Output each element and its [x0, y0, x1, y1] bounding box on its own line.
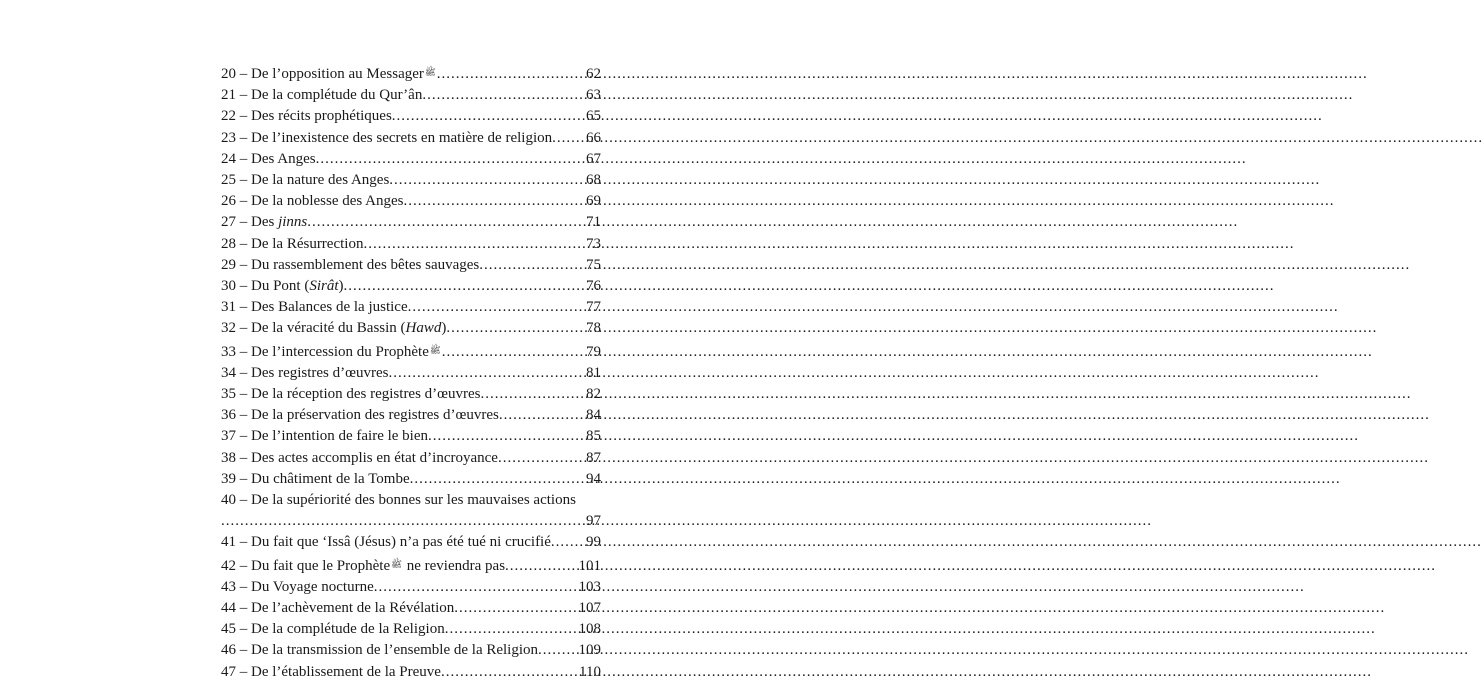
- table-of-contents: [221, 62, 601, 683]
- entry-dash: –: [236, 214, 251, 231]
- entry-title-text: Des registres d’œuvres: [251, 364, 389, 381]
- entry-title: [251, 276, 344, 297]
- entry-title-text: Des récits prophétiques: [251, 108, 392, 125]
- toc-entry: [221, 340, 601, 363]
- toc-entry: [221, 384, 601, 405]
- entry-number: 46: [221, 642, 236, 659]
- entry-dash: –: [236, 492, 251, 509]
- entry-dash: –: [236, 578, 251, 595]
- entry-title: [251, 128, 552, 149]
- entry-title: [251, 490, 576, 511]
- entry-title: [251, 662, 441, 683]
- toc-entry: [221, 532, 601, 553]
- leader-dots: [392, 106, 584, 127]
- entry-number: 38: [221, 449, 236, 466]
- toc-entry: [221, 149, 601, 170]
- entry-number: 31: [221, 299, 236, 316]
- entry-dash: –: [236, 150, 251, 167]
- toc-entry: [221, 448, 601, 469]
- toc-entry: [221, 297, 601, 318]
- toc-entry: [221, 554, 601, 577]
- entry-title-text-end: ): [441, 320, 447, 337]
- entry-title: [251, 85, 422, 106]
- entry-title: [251, 577, 374, 598]
- leader-dots: [403, 191, 584, 212]
- page-number: 108: [578, 621, 601, 638]
- entry-number: 39: [221, 470, 236, 487]
- salawat-symbol-icon: ﷺ: [429, 344, 441, 355]
- entry-dash: –: [236, 129, 251, 146]
- entry-title: [251, 532, 551, 553]
- entry-dash: –: [236, 172, 251, 189]
- leader-dots: [307, 212, 584, 233]
- page-number: 85: [586, 428, 601, 445]
- page-number: 110: [579, 663, 601, 680]
- entry-title-text: Du Pont (: [251, 278, 310, 295]
- entry-number: 26: [221, 193, 236, 210]
- entry-title: [251, 255, 479, 276]
- leader-dots: [428, 426, 584, 447]
- entry-title-italic: Hawd: [405, 320, 442, 337]
- page-number: 69: [586, 193, 601, 210]
- page-number: 81: [586, 364, 601, 381]
- leader-dots: [442, 342, 584, 363]
- entry-dash: –: [236, 66, 251, 82]
- salawat-symbol-icon: ﷺ: [424, 67, 436, 77]
- entry-number: 33: [221, 343, 236, 360]
- entry-number: 47: [221, 663, 236, 680]
- page-number: 62: [586, 66, 601, 82]
- leader-dots: [479, 255, 584, 276]
- toc-entry-continuation: [221, 511, 601, 532]
- leader-dots: [363, 234, 584, 255]
- page-number: 71: [586, 214, 601, 231]
- entry-dash: –: [236, 386, 251, 403]
- entry-number: 36: [221, 407, 236, 424]
- entry-title-text: De la Résurrection: [251, 235, 364, 252]
- leader-dots: [422, 85, 584, 106]
- entry-number: 41: [221, 534, 236, 551]
- entry-dash: –: [236, 320, 251, 337]
- entry-dash: –: [236, 534, 251, 551]
- entry-title: [251, 640, 538, 661]
- entry-title-text: Du Voyage nocturne: [251, 578, 374, 595]
- toc-entry: [221, 619, 601, 640]
- entry-title: [251, 384, 481, 405]
- leader-dots: [552, 128, 584, 149]
- entry-title: [251, 405, 499, 426]
- entry-title-text: De la complétude de la Religion: [251, 621, 445, 638]
- toc-entry: [221, 106, 601, 127]
- leader-dots: [551, 532, 584, 553]
- page-number: 94: [586, 470, 601, 487]
- toc-entry: [221, 426, 601, 447]
- entry-dash: –: [236, 557, 251, 574]
- toc-entry: [221, 62, 601, 85]
- entry-title: [251, 448, 498, 469]
- toc-entry: [221, 234, 601, 255]
- entry-title: [251, 318, 446, 339]
- entry-title: [251, 297, 408, 318]
- leader-dots: [498, 448, 584, 469]
- leader-dots: [388, 363, 584, 384]
- leader-dots: [538, 640, 576, 661]
- page-number: 66: [586, 129, 601, 146]
- leader-dots: [446, 318, 584, 339]
- entry-number: 37: [221, 428, 236, 445]
- entry-number: 24: [221, 150, 236, 167]
- entry-number: 44: [221, 600, 236, 617]
- entry-title-text: Des: [251, 214, 279, 231]
- entry-dash: –: [236, 642, 251, 659]
- page-number: 65: [586, 108, 601, 125]
- page-number: 101: [578, 557, 601, 574]
- entry-title-text: Du châtiment de la Tombe: [251, 470, 410, 487]
- page-number: 76: [586, 278, 601, 295]
- page-number: 107: [578, 600, 601, 617]
- entry-title-text: Du fait que ‘Issâ (Jésus) n’a pas été tué ni crucifié: [251, 534, 551, 551]
- leader-dots: [410, 469, 584, 490]
- entry-title-text: De la supériorité des bonnes sur les mauvaises actions: [251, 492, 576, 509]
- entry-dash: –: [236, 470, 251, 487]
- entry-number: 27: [221, 214, 236, 231]
- toc-entry: [221, 640, 601, 661]
- entry-number: 28: [221, 235, 236, 252]
- leader-dots: [454, 598, 576, 619]
- entry-dash: –: [236, 621, 251, 638]
- entry-title-text: De l’intention de faire le bien: [251, 428, 429, 445]
- page-number: 99: [586, 534, 601, 551]
- entry-number: 42: [221, 557, 236, 574]
- leader-dots: [374, 577, 577, 598]
- entry-title-text: De la préservation des registres d’œuvres: [251, 407, 499, 424]
- entry-title: [251, 469, 410, 490]
- page-number: 77: [586, 299, 601, 316]
- entry-title-text: De la réception des registres d’œuvres: [251, 386, 481, 403]
- toc-entry: [221, 170, 601, 191]
- entry-dash: –: [236, 235, 251, 252]
- page-number: 79: [586, 343, 601, 360]
- entry-title-text: De la transmission de l’ensemble de la Religion: [251, 642, 539, 659]
- entry-dash: –: [236, 428, 251, 445]
- entry-title: [251, 598, 454, 619]
- leader-dots: [445, 619, 577, 640]
- entry-title-text: De l’intercession du Prophète: [251, 343, 429, 360]
- leader-dots: [441, 662, 577, 683]
- entry-dash: –: [236, 600, 251, 617]
- leader-dots: [505, 556, 576, 577]
- entry-title-text: De l’opposition au Messager: [251, 66, 424, 82]
- toc-entry: [221, 318, 601, 339]
- entry-title: [251, 62, 437, 85]
- entry-title: [251, 363, 388, 384]
- entry-number: 35: [221, 386, 236, 403]
- entry-dash: –: [236, 449, 251, 466]
- toc-entry: [221, 128, 601, 149]
- entry-title-text-end: ne reviendra pas: [403, 557, 506, 574]
- entry-title-text: De la véracité du Bassin (: [251, 320, 406, 337]
- entry-dash: –: [236, 407, 251, 424]
- entry-number: 25: [221, 172, 236, 189]
- leader-dots: [481, 384, 585, 405]
- entry-title: [251, 426, 428, 447]
- toc-entry: [221, 276, 601, 297]
- toc-entry: [221, 469, 601, 490]
- entry-title-italic: jinns: [278, 214, 308, 231]
- entry-title: [251, 106, 392, 127]
- page-number: 87: [586, 449, 601, 466]
- leader-dots: [344, 276, 584, 297]
- entry-number: 21: [221, 87, 236, 104]
- entry-title-text: De l’achèvement de la Révélation: [251, 600, 455, 617]
- salawat-symbol-icon: ﷺ: [391, 558, 402, 569]
- entry-title-text: De la noblesse des Anges: [251, 193, 404, 210]
- page-number: 63: [586, 87, 601, 104]
- entry-dash: –: [236, 299, 251, 316]
- toc-entry: [221, 662, 601, 683]
- entry-number: 20: [221, 66, 236, 82]
- entry-title: [251, 554, 505, 577]
- entry-dash: –: [236, 193, 251, 210]
- toc-entry: [221, 363, 601, 384]
- entry-title-text: Des Balances de la justice: [251, 299, 408, 316]
- toc-entry: [221, 85, 601, 106]
- entry-dash: –: [236, 343, 251, 360]
- page-number: 68: [586, 172, 601, 189]
- toc-entry: [221, 598, 601, 619]
- entry-dash: –: [236, 87, 251, 104]
- toc-entry: [221, 191, 601, 212]
- leader-dots: [389, 170, 584, 191]
- entry-title-text: De l’inexistence des secrets en matière de religion: [251, 129, 553, 146]
- page-number: 82: [586, 386, 601, 403]
- entry-number: 30: [221, 278, 236, 295]
- entry-number: 45: [221, 621, 236, 638]
- entry-title-text: De la nature des Anges: [251, 172, 390, 189]
- entry-title-text: De la complétude du Qur’ân: [251, 87, 423, 104]
- entry-title-text: Du rassemblement des bêtes sauvages: [251, 256, 480, 273]
- entry-title: [251, 234, 363, 255]
- leader-dots: [499, 405, 584, 426]
- entry-title-italic: Sirât: [309, 278, 339, 295]
- page-number: 78: [586, 320, 601, 337]
- entry-dash: –: [236, 256, 251, 273]
- page-number: 84: [586, 407, 601, 424]
- leader-dots: [316, 149, 584, 170]
- entry-title: [251, 191, 403, 212]
- page-number: 73: [586, 235, 601, 252]
- toc-entry: [221, 212, 601, 233]
- page-number: 97: [586, 513, 601, 530]
- page-number: 67: [586, 150, 601, 167]
- page-number: 109: [578, 642, 601, 659]
- entry-dash: –: [236, 278, 251, 295]
- toc-entry: [221, 405, 601, 426]
- entry-title: [251, 619, 445, 640]
- entry-title: [251, 149, 316, 170]
- entry-number: 43: [221, 578, 236, 595]
- entry-dash: –: [236, 663, 251, 680]
- entry-number: 23: [221, 129, 236, 146]
- entry-dash: –: [236, 108, 251, 125]
- entry-number: 34: [221, 364, 236, 381]
- entry-title-text: De l’établissement de la Preuve: [251, 663, 441, 680]
- entry-number: 29: [221, 256, 236, 273]
- toc-entry: [221, 490, 601, 511]
- entry-title: [251, 170, 389, 191]
- entry-title-text-end: ): [338, 278, 344, 295]
- entry-title-text: Du fait que le Prophète: [251, 557, 391, 574]
- entry-number: 32: [221, 320, 236, 337]
- entry-title-text: Des actes accomplis en état d’incroyance: [251, 449, 498, 466]
- toc-entry: [221, 577, 601, 598]
- leader-dots: [437, 64, 584, 85]
- page-number: 75: [586, 256, 601, 273]
- page-number: 103: [578, 578, 601, 595]
- entry-title: [251, 212, 307, 233]
- entry-title-text: Des Anges: [251, 150, 316, 167]
- leader-dots: [221, 511, 582, 532]
- entry-number: 22: [221, 108, 236, 125]
- toc-entry: [221, 255, 601, 276]
- entry-title: [251, 340, 442, 363]
- entry-number: 40: [221, 492, 236, 509]
- entry-dash: –: [236, 364, 251, 381]
- leader-dots: [408, 297, 584, 318]
